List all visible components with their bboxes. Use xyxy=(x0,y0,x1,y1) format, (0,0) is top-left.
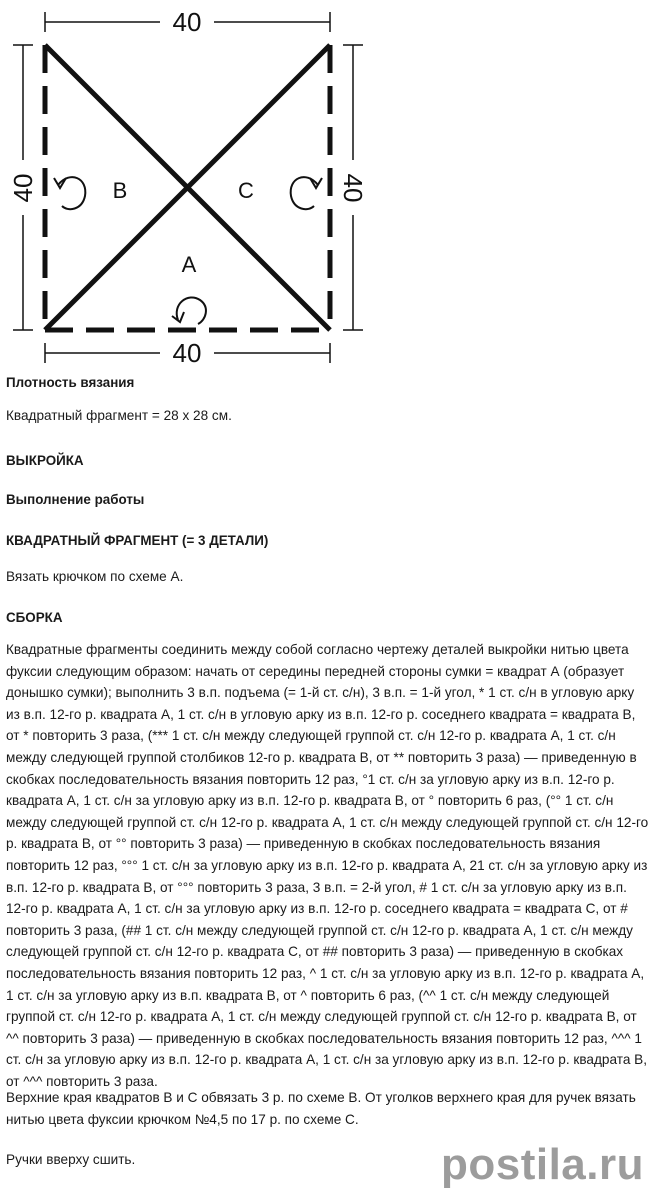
label-b: B xyxy=(112,178,128,203)
dim-bottom-label: 40 xyxy=(172,338,202,368)
density-heading: Плотность вязания xyxy=(6,375,135,390)
density-text: Квадратный фрагмент = 28 х 28 см. xyxy=(6,408,232,423)
handles-text: Ручки вверху сшить. xyxy=(6,1152,136,1167)
pattern-diagram xyxy=(0,0,658,375)
dim-right-label: 40 xyxy=(338,173,368,203)
assembly-text: Квадратные фрагменты соединить между собой согласно чертежу деталей выкройки нитью цвета фуксии следующим образом: начать от середины передней стороны сумки = квадрат А (образует донышко сумки); выполнить 3 в.п. подъема (= 1-й ст. с/н), 3 в.п. = 1-й угол, * 1 ст. с/н в угловую арку из в.п. 12-го р. квадрата А, 1 ст. с/н в угловую арку из в.п. 12-го р. соседнего квадрата = квадрата В, от * повторить 3 раза, (*** 1 ст. с/н между следующей группой ст. с/н 12-го р. квадрата А, 1 ст. с/н между следующей группой столбиков 12-го р. квадрата В, от ** повторить 3 раза) — приведенную в скобках последовательность вязания повторить 12 раз, °1 ст. с/н за угловую арку из в.п. 12-го р. квадрата А, 1 ст. с/н за угловую арку из в.п. 12-го р. квадрата В, от ° повторить 6 раз, (°° 1 ст. с/н между следующей группой ст. с/н 12-го р. квадрата А, 1 ст. с/н между следующей группой ст. с/н 12-го р. квадрата В, от °° повторить 3 раза) — приведенную в скобках последовательность вязания повторить 12 раз, °°° 1 ст. с/н за угловую арку из в.п. 12-го р. квадрата А, 21 ст. с/н за угловую арку из в.п. 12-го р. квадрата В, от °°° повторить 3 раза, 3 в.п. = 2-й угол, # 1 ст. с/н за угловую арку из в.п. 12-го р. квадрата А, 1 ст. с/н за угловую арку из в.п. 12-го р. соседнего квадрата = квадрата С, от # повторить 3 раза, (## 1 ст. с/н между следующей группой ст. с/н 12-го р. квадрата А, 1 ст. с/н между следующей группой ст. с/н 12-го р. квадрата С, от ## повторить 3 раза) — приведенную в скобках последовательность вязания повторить 12 раз, ^ 1 ст. с/н за угловую арку из в.п. 12-го р. квадрата А, 1 ст. с/н за угловую арку из в.п. квадрата В, от ^ повторить 6 раз, (^^ 1 ст. с/н между следующей группой ст. с/н 12-го р. квадрата А, 1 ст. с/н между следующей группой ст. с/н 12-го р. квадрата В, от ^^ повторить 3 раза) — приведенную в скобках последовательность вязания повторить 12 раз, ^^^ 1 ст. с/н за угловую арку из в.п. 12-го р. квадрата А, 1 ст. с/н за угловую арку из в.п. 12-го р. квадрата В, от ^^^ повторить 3 раза. xyxy=(6,642,649,1089)
dim-left-label: 40 xyxy=(8,173,38,203)
rotate-arrow-icon-right xyxy=(291,177,322,209)
rotate-arrow-icon-bottom xyxy=(172,297,206,324)
edges-text: Верхние края квадратов В и С обвязать 3 р. по схеме В. От уголков верхнего края для ручек вязать нитью цвета фуксии крючком №4,5 по 17 р. по схеме С. xyxy=(6,1090,636,1127)
assembly-heading: СБОРКА xyxy=(6,610,63,625)
label-c: C xyxy=(238,178,254,203)
square-heading: КВАДРАТНЫЙ ФРАГМЕНТ (= 3 ДЕТАЛИ) xyxy=(6,533,269,548)
rotate-arrow-icon-left xyxy=(54,177,85,209)
diagonal-lines xyxy=(45,45,330,330)
label-a: A xyxy=(181,252,197,277)
dim-top-label: 40 xyxy=(172,7,202,37)
work-heading: Выполнение работы xyxy=(6,492,145,507)
pattern-heading: ВЫКРОЙКА xyxy=(6,453,84,468)
square-text: Вязать крючком по схеме А. xyxy=(6,569,184,584)
watermark-logo: postila.ru xyxy=(440,1140,644,1189)
